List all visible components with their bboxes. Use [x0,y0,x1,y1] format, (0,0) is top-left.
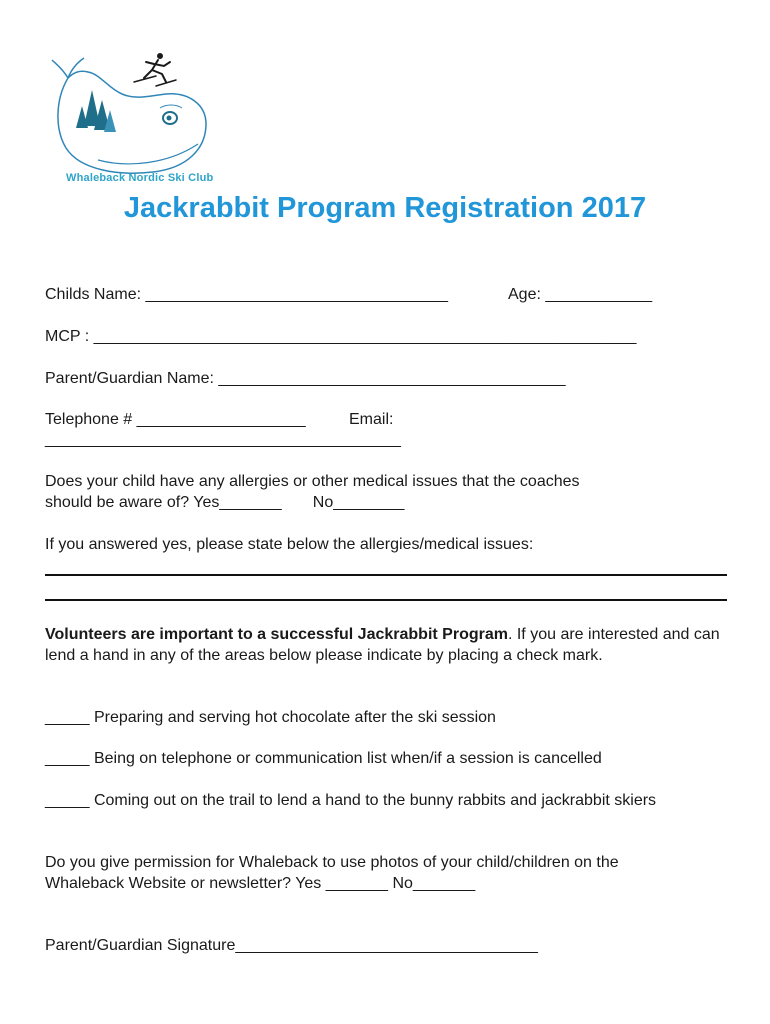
page-title: Jackrabbit Program Registration 2017 [123,192,647,224]
childs-name-field: Childs Name: __________________________________ [45,286,449,303]
parent-guardian-field: Parent/Guardian Name: _______________________________________ [45,370,566,387]
answer-rule-1 [45,574,727,576]
medical-instruction: If you answered yes, please state below the allergies/medical issues: [45,536,534,553]
volunteers-intro [45,624,735,666]
mcp-field: MCP : _____________________________________________________________ [45,328,637,345]
whale-tail [52,58,84,78]
email-label: Email: [349,411,394,428]
medical-question-line2: should be aware of? Yes_______ No________ [45,494,405,511]
age-field: Age: ____________ [508,286,653,303]
volunteer-option-telephone-list: _____ Being on telephone or communication list when/if a session is cancelled [45,750,602,767]
email-line: ________________________________________ [45,431,401,448]
signature-field: Parent/Guardian Signature__________________________________ [45,937,538,954]
medical-question-line1: Does your child have any allergies or other medical issues that the coaches [45,473,580,490]
whale-mouth [98,144,198,164]
skier-icon [134,53,176,86]
photo-permission-line2: Whaleback Website or newsletter? Yes _______ No_______ [45,875,476,892]
volunteer-option-hot-chocolate: _____ Preparing and serving hot chocolate after the ski session [45,709,496,726]
telephone-field: Telephone # ___________________ [45,411,306,428]
photo-permission-line1: Do you give permission for Whaleback to use photos of your child/children on the [45,854,619,871]
volunteer-option-trail-help: _____ Coming out on the trail to lend a hand to the bunny rabbits and jackrabbit skiers [45,792,657,809]
trees-icon [76,90,116,132]
club-name: Whaleback Nordic Ski Club [66,172,214,184]
volunteers-intro-bold: Volunteers are important to a successful Jackrabbit Program [45,626,508,643]
answer-rule-2 [45,599,727,601]
volunteers-intro-rest: . If you are interested and can lend a hand in any of the areas below please indicate by placing a check mark. [45,626,720,664]
